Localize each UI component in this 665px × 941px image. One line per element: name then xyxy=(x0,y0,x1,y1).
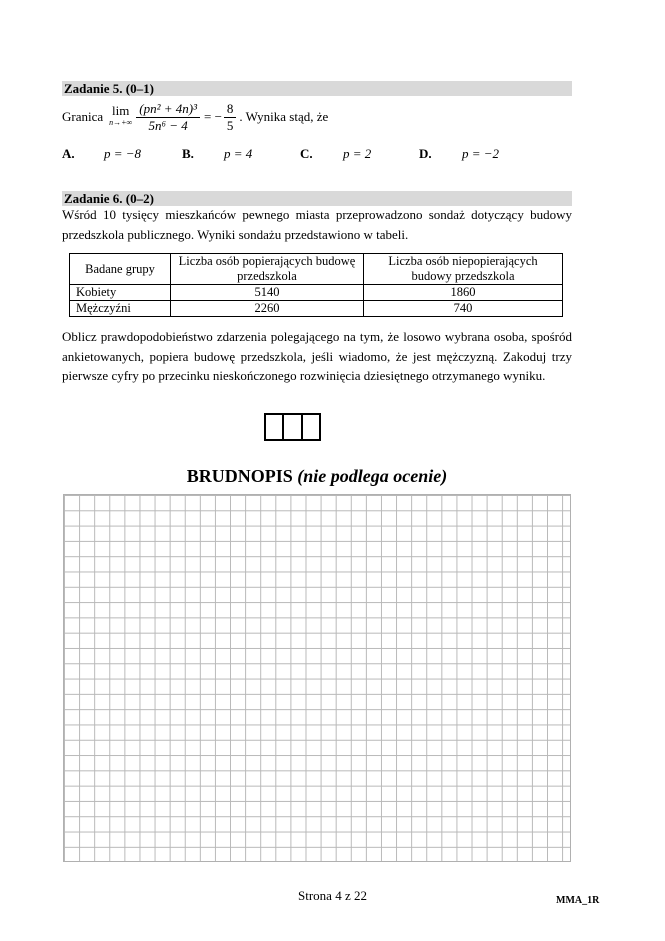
draft-title-italic: (nie podlega ocenie) xyxy=(297,466,448,486)
table-header-cell: Liczba osób popierających budowę przedszkola xyxy=(171,254,364,285)
task6-header: Zadanie 6. (0–2) xyxy=(62,191,572,206)
option-a-text: p = −8 xyxy=(104,146,142,161)
option-a-letter: A. xyxy=(62,146,75,161)
answer-digit-box[interactable] xyxy=(284,415,302,439)
draft-title-bold: BRUDNOPIS xyxy=(186,466,293,486)
task6-intro: Wśród 10 tysięcy mieszkańców pewnego miasta przeprowadzono sondaż dotyczący budowy przedszkola publicznego. Wyniki sondażu przedstawiono w tabeli. xyxy=(62,207,572,242)
option-b-text: p = 4 xyxy=(224,146,253,161)
task5-statement xyxy=(62,94,328,140)
answer-digit-box[interactable] xyxy=(266,415,284,439)
table-header-row xyxy=(70,254,563,285)
table-cell: 740 xyxy=(364,301,563,317)
limit-denominator: 5n⁶ − 4 xyxy=(148,117,188,133)
table-cell: 5140 xyxy=(171,285,364,301)
limit-operator: lim n→+∞ xyxy=(109,103,133,127)
table-cell: Kobiety xyxy=(70,285,171,301)
rhs-fraction: $\frac{8}{5}$ xyxy=(224,101,237,134)
option-c-text: p = 2 xyxy=(343,146,372,161)
draft-grid[interactable] xyxy=(63,494,571,862)
limit-fraction xyxy=(136,101,200,134)
table-header-cell: Badane grupy xyxy=(70,254,171,285)
equals-sign: = − xyxy=(203,109,222,124)
option-c-letter: C. xyxy=(300,146,313,161)
task5-intro: Granica xyxy=(62,109,104,124)
survey-table xyxy=(69,253,563,317)
table-header-cell: Liczba osób niepopierających budowy przedszkola xyxy=(364,254,563,285)
option-b-letter: B. xyxy=(182,146,194,161)
table-row xyxy=(70,285,563,301)
page-number: Strona 4 z 22 xyxy=(298,888,367,903)
table-cell: 1860 xyxy=(364,285,563,301)
draft-title xyxy=(62,466,572,487)
task5-header: Zadanie 5. (0–1) xyxy=(62,81,572,96)
task6-question: Oblicz prawdopodobieństwo zdarzenia polegającego na tym, że losowo wybrana osoba, spośród ankietowanych, popiera budowę przedszkola, jeśli wiadomo, że jest mężczyzną. Zakoduj trzy pierwsze cyfry po przecinku nieskończonego rozwinięcia dziesiętnego otrzymanego wyniku. xyxy=(62,329,572,383)
option-d-letter: D. xyxy=(419,146,432,161)
answer-code-boxes[interactable] xyxy=(264,413,321,441)
exam-code: MMA_1R xyxy=(556,895,600,906)
limit-numerator: (pn² + 4n)³ xyxy=(136,101,200,118)
task5-options xyxy=(62,146,582,164)
table-cell: 2260 xyxy=(171,301,364,317)
table-row xyxy=(70,301,563,317)
answer-digit-box[interactable] xyxy=(303,415,319,439)
task5-tail: . Wynika stąd, że xyxy=(239,109,329,124)
table-cell: Mężczyźni xyxy=(70,301,171,317)
option-d-text: p = −2 xyxy=(462,146,500,161)
